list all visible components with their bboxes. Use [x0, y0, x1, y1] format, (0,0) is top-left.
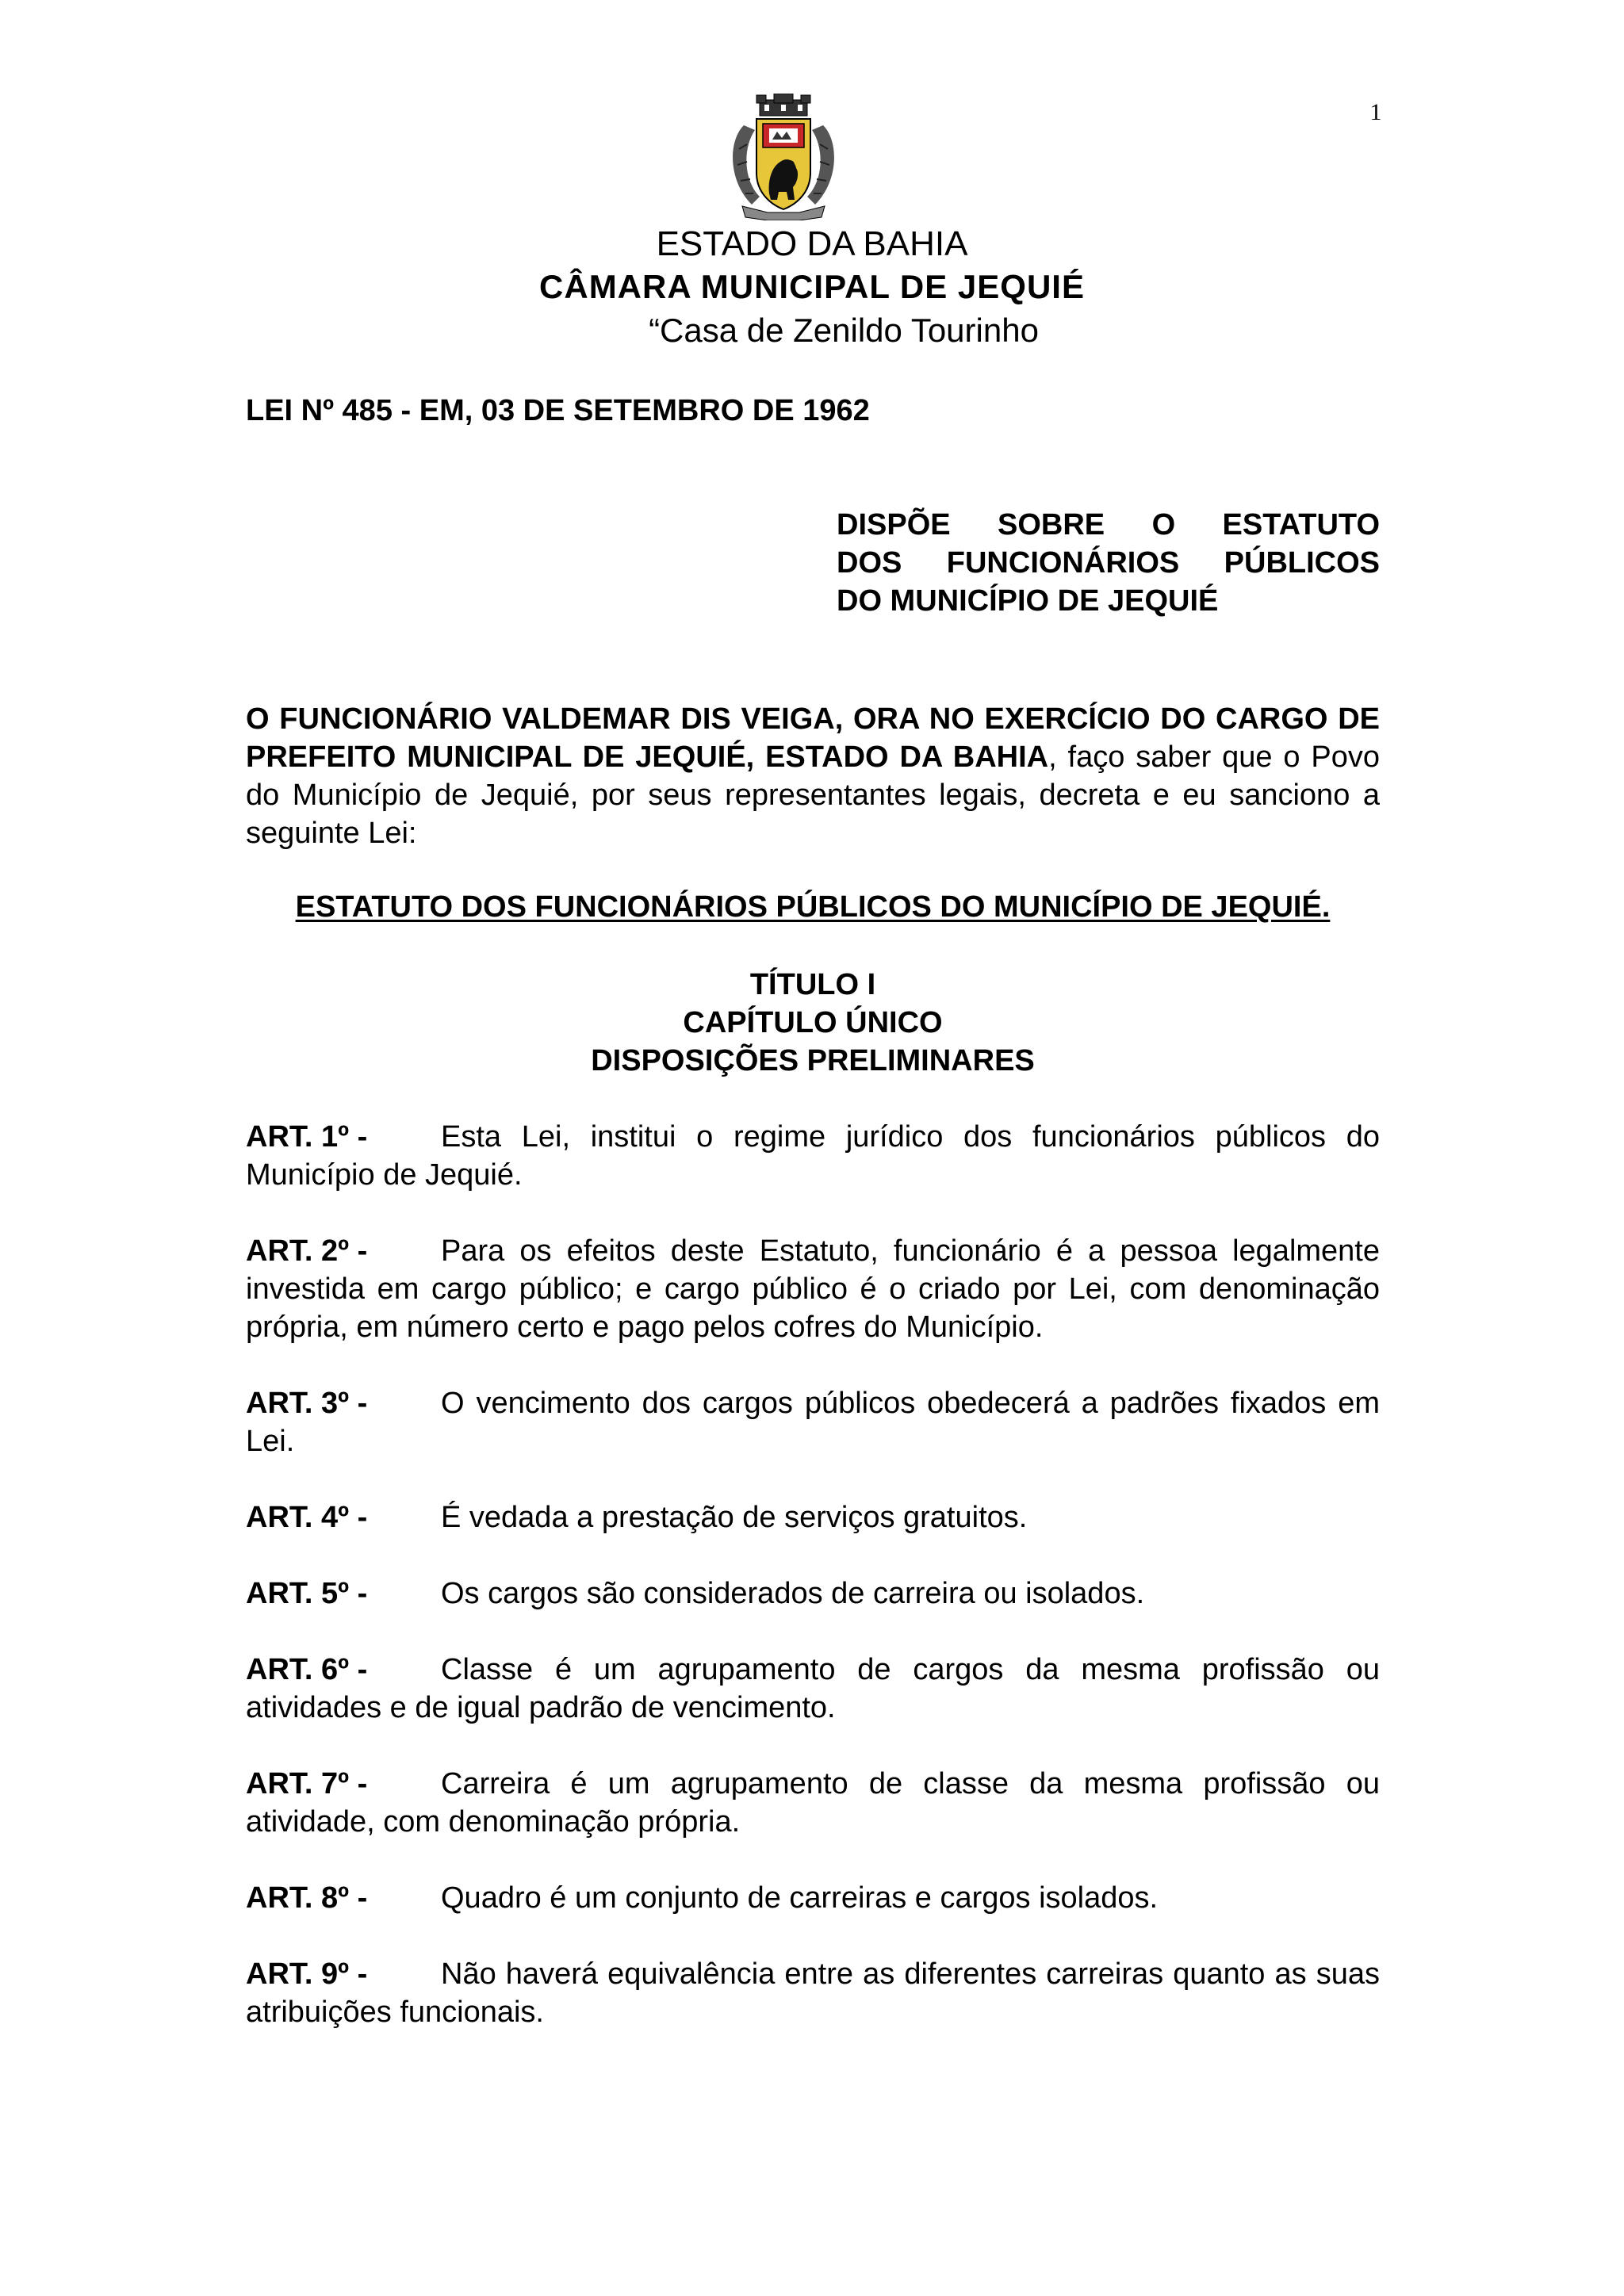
article-label: ART. 4º - — [246, 1501, 368, 1534]
article-text: Esta Lei, institui o regime jurídico dos funcionários públicos do Município de Jequié. — [246, 1120, 1380, 1192]
section-name: DISPOSIÇÕES PRELIMINARES — [591, 1044, 1035, 1077]
title-number: TÍTULO I — [749, 968, 876, 1001]
article-text: Não haverá equivalência entre as diferentes carreiras quanto as suas atribuições funcionais. — [246, 1957, 1380, 2029]
article-label: ART. 1º - — [246, 1120, 368, 1154]
page-number: 1 — [1369, 99, 1382, 125]
ementa — [837, 506, 1380, 620]
article — [246, 1384, 1380, 1460]
article-label: ART. 5º - — [246, 1577, 368, 1610]
statute-title: ESTATUTO DOS FUNCIONÁRIOS PÚBLICOS DO MUNICÍPIO DE JEQUIÉ. — [295, 890, 1331, 924]
article-text: O vencimento dos cargos públicos obedecerá a padrões fixados em Lei. — [246, 1387, 1380, 1458]
promulgation-text: , faço saber que o Povo do Município de Jequié, por seus representantes legais, decreta e eu sanciono a seguinte Lei: — [246, 740, 1380, 850]
articles-list — [246, 1118, 1380, 2031]
article — [246, 1118, 1380, 1194]
municipal-coat-of-arms-icon — [728, 94, 839, 220]
article-text: Para os efeitos deste Estatuto, funcionário é a pessoa legalmente investida em cargo público; e cargo público é o criado por Lei, com denominação própria, em número certo e pago pelos cofres do Município. — [246, 1234, 1380, 1344]
promulgation-paragraph — [246, 700, 1380, 852]
article — [246, 1879, 1380, 1917]
promulgation-mayor: O FUNCIONÁRIO VALDEMAR DIS VEIGA, ORA NO EXERCÍCIO DO CARGO DE PREFEITO MUNICIPAL DE JEQUIÉ, ESTADO DA BAHIA — [246, 702, 1380, 774]
article — [246, 1955, 1380, 2031]
article — [246, 1765, 1380, 1841]
article-text: Carreira é um agrupamento de classe da mesma profissão ou atividade, com denominação própria. — [246, 1767, 1380, 1839]
article — [246, 1575, 1380, 1613]
article-text: É vedada a prestação de serviços gratuitos. — [441, 1501, 1028, 1534]
article-label: ART. 9º - — [246, 1957, 368, 1991]
article — [246, 1232, 1380, 1346]
chapter-name: CAPÍTULO ÚNICO — [683, 1006, 943, 1039]
article-label: ART. 7º - — [246, 1767, 368, 1800]
ementa-line: DOS FUNCIONÁRIOS PÚBLICOS — [837, 546, 1380, 580]
ementa-line: DISPÕE SOBRE O ESTATUTO — [837, 508, 1380, 541]
law-title: LEI Nº 485 - EM, 03 DE SETEMBRO DE 1962 — [246, 394, 870, 427]
article-label: ART. 2º - — [246, 1234, 368, 1268]
article — [246, 1498, 1380, 1536]
section-heading — [246, 966, 1380, 1080]
article-text: Classe é um agrupamento de cargos da mesma profissão ou atividades e de igual padrão de vencimento. — [246, 1653, 1380, 1724]
state-name: ESTADO DA BAHIA — [656, 224, 968, 263]
house-name: “Casa de Zenildo Tourinho — [649, 312, 1039, 349]
article-text: Quadro é um conjunto de carreiras e cargos isolados. — [441, 1881, 1159, 1915]
chamber-name: CÂMARA MUNICIPAL DE JEQUIÉ — [539, 268, 1085, 305]
article — [246, 1651, 1380, 1727]
article-label: ART. 8º - — [246, 1881, 368, 1915]
ementa-line: DO MUNICÍPIO DE JEQUIÉ — [837, 584, 1219, 618]
article-text: Os cargos são considerados de carreira ou isolados. — [441, 1577, 1145, 1610]
article-label: ART. 3º - — [246, 1387, 368, 1420]
article-label: ART. 6º - — [246, 1653, 368, 1686]
